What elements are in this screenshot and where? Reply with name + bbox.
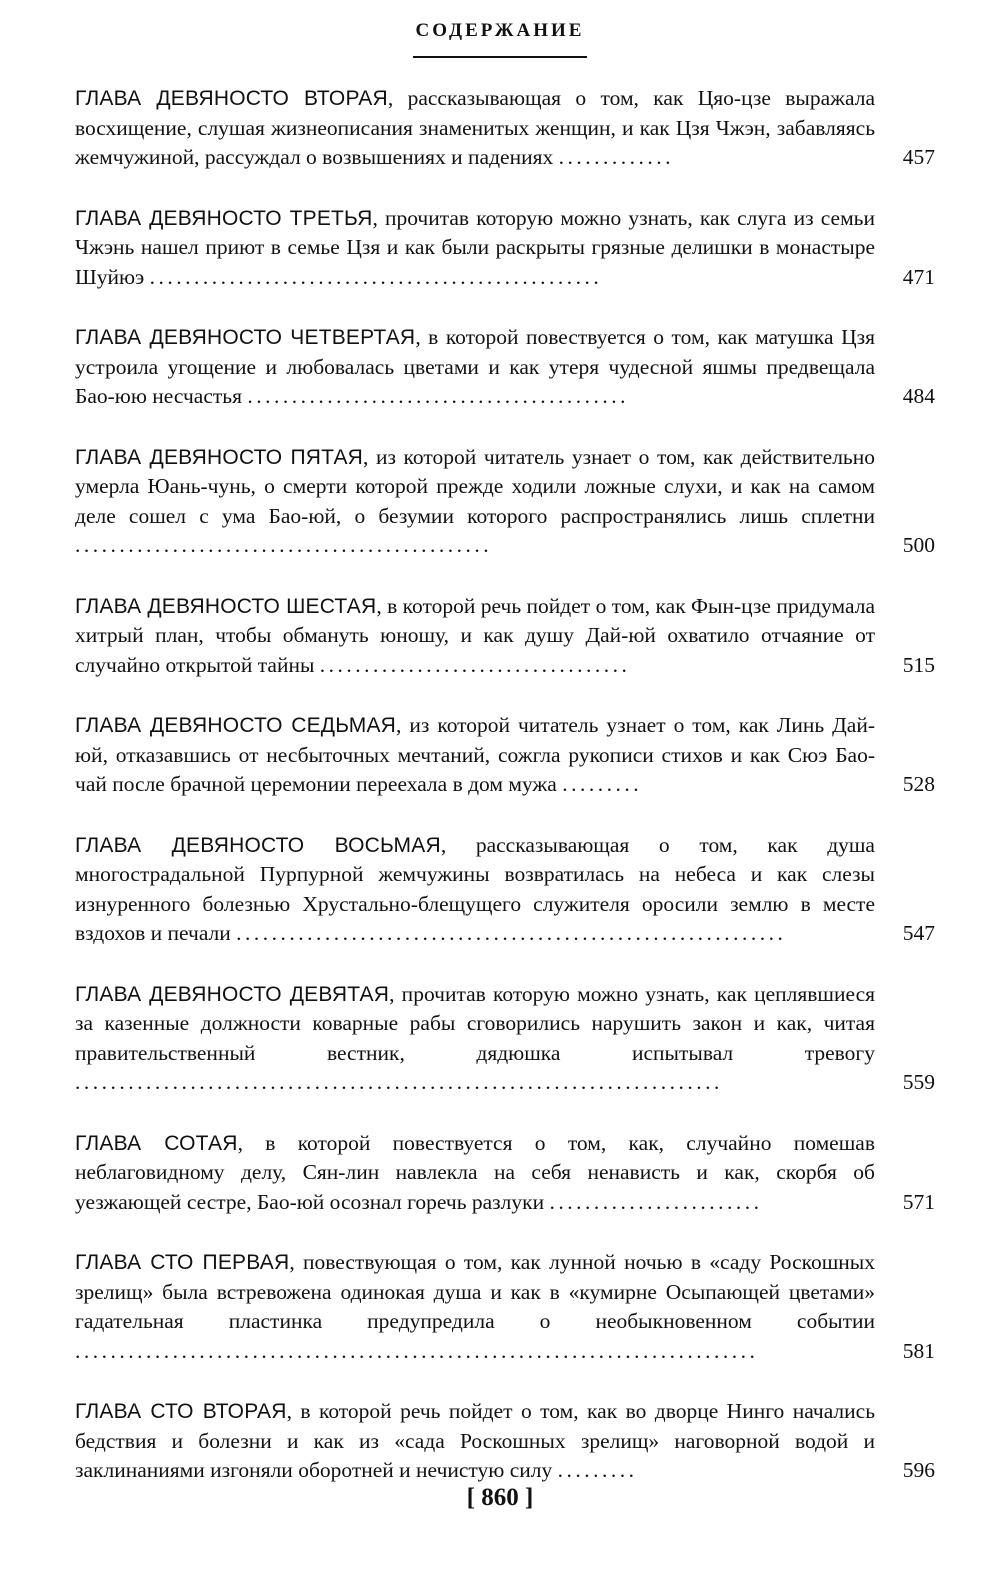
page-number: 457 [902,145,935,169]
chapter-description: , повествующая о том, как лунной ночью в «саду Роскошных зрелищ» была встревожена одинокая душа и как в «кумирне Осыпающей цветами» гадательная пластинка предупредила о необыкновенном событии [75,1250,875,1333]
chapter-title: ГЛАВА СТО ПЕРВАЯ [75,1251,290,1274]
dot-leader: ................................................... [149,264,603,289]
toc-entry-text [75,84,875,173]
page-number: 596 [902,1458,935,1482]
chapter-description: , в которой речь пойдет о том, как во дворце Нинго начались бедствия и болезни и как из «сада Роскошных зрелищ» наговорной водой и заклинаниями изгоняли оборотней и нечистую силу [75,1399,876,1482]
chapter-title: ГЛАВА ДЕВЯНОСТО ДЕВЯТАЯ [75,982,390,1006]
toc-entry-text [75,1129,875,1218]
chapter-description: , в которой речь пойдет о том, как Фын-цзе придумала хитрый план, чтобы обмануть юношу, и как душу Дай-юй охватило отчаяние от случайно открытой тайны [75,593,875,677]
dot-leader: ............. [558,145,674,169]
toc-entry-text [75,980,875,1098]
toc-entry-text [75,831,875,949]
dot-leader: ............................................................................. [75,1338,759,1363]
toc-entry-text [75,1397,875,1486]
chapter-title: ГЛАВА СТО ВТОРАЯ [75,1400,287,1423]
toc-entry[interactable] [75,204,935,293]
chapter-description: , в которой повествуется о том, как матушка Цзя устроила угощение и любовалась цветами и как утеря чудесной яшмы предвещала Бао-юю несчастья [75,325,875,408]
toc-entry-text [75,1248,875,1366]
page-folio: [ 860 ] [466,1484,534,1511]
toc-entry[interactable] [75,84,935,173]
toc-entry[interactable] [75,1248,935,1366]
dot-leader: ........................ [549,1189,763,1214]
chapter-description: , из которой читатель узнает о том, как Линь Дай-юй, отказавшись от несбыточных мечтаний, сожгла рукописи стихов и как Сюэ Бао-чай после брачной церемонии переехала в дом мужа [75,713,876,796]
toc-entry[interactable] [75,980,935,1098]
page-number: 571 [902,1189,935,1214]
toc-entry[interactable] [75,443,935,561]
chapter-description: , прочитав которую можно узнать, как цеплявшиеся за казенные должности коварные рабы сговорились нарушить закон и как, читая правительственный вестник, дядюшка испытывал тревогу [75,981,875,1065]
toc-entry[interactable] [75,323,935,412]
page-number: 528 [902,772,935,796]
toc-entry-text [75,204,875,293]
page-number: 581 [902,1338,935,1363]
toc-entry[interactable] [75,592,935,681]
toc-entry-text [75,323,875,412]
toc-entry[interactable] [75,831,935,949]
chapter-description: , в которой повествуется о том, как, случайно помешав неблаговидному делу, Сян-лин навлекла на себя ненависть и как, скорбя об уезжающей сестре, Бао-юй осознал горечь разлуки [75,1130,875,1214]
chapter-description: , рассказывающая о том, как Цяо-цзе выражала восхищение, слушая жизнеописания знаменитых женщин, и как Цзя Чжэн, забавляясь жемчужиной, рассуждал о возвышениях и падениях [75,86,876,169]
dot-leader: ................................... [319,652,631,677]
dot-leader: ............................................... [75,533,493,557]
page-number: 500 [902,533,935,557]
toc-entry-text [75,592,875,681]
page-title: СОДЕРЖАНИЕ [415,20,585,41]
dot-leader: ......... [557,1458,638,1482]
chapter-title: ГЛАВА ДЕВЯНОСТО ЧЕТВЕРТАЯ [75,326,416,349]
dot-leader: .............................................................. [236,921,787,945]
dot-leader: ......................................................................... [75,1070,723,1094]
table-of-contents [75,84,935,1517]
chapter-title: ГЛАВА ДЕВЯНОСТО ПЯТАЯ [75,445,364,469]
chapter-title: ГЛАВА ДЕВЯНОСТО ТРЕТЬЯ [75,206,373,230]
dot-leader: ........................................... [247,384,629,408]
title-rule [413,56,587,58]
chapter-title: ГЛАВА ДЕВЯНОСТО ВОСЬМАЯ [75,833,441,857]
toc-entry[interactable] [75,1397,935,1486]
toc-entry[interactable] [75,1129,935,1218]
chapter-description: , прочитав которую можно узнать, как слуга из семьи Чжэнь нашел приют в семье Цзя и как были раскрыты грязные делишки в монастыре Шуйюэ [75,205,875,289]
chapter-title: ГЛАВА ДЕВЯНОСТО ШЕСТАЯ [75,594,377,618]
page-number: 515 [902,652,935,677]
toc-entry-text [75,711,875,800]
dot-leader: ......... [562,772,643,796]
chapter-title: ГЛАВА СОТАЯ [75,1131,238,1155]
toc-entry-text [75,443,875,561]
toc-entry[interactable] [75,711,935,800]
page-number: 559 [902,1070,935,1094]
page-number: 484 [902,384,935,408]
chapter-title: ГЛАВА ДЕВЯНОСТО ВТОРАЯ [75,87,388,110]
chapter-description: , рассказывающая о том, как душа многострадальной Пурпурной жемчужины возвратилась на небеса и как слезы изнуренного болезнью Хрустально-блещущего служителя оросили землю в месте вздохов и печали [75,832,875,945]
chapter-title: ГЛАВА ДЕВЯНОСТО СЕДЬМАЯ [75,714,397,737]
page-number: 547 [902,921,935,945]
page-number: 471 [902,264,935,289]
chapter-description: , из которой читатель узнает о том, как действительно умерла Юань-чунь, о смерти которой прежде ходили ложные слухи, и как на самом деле сошел с ума Бао-юй, о безумии которого распространялись лишь сплетни [75,444,875,528]
